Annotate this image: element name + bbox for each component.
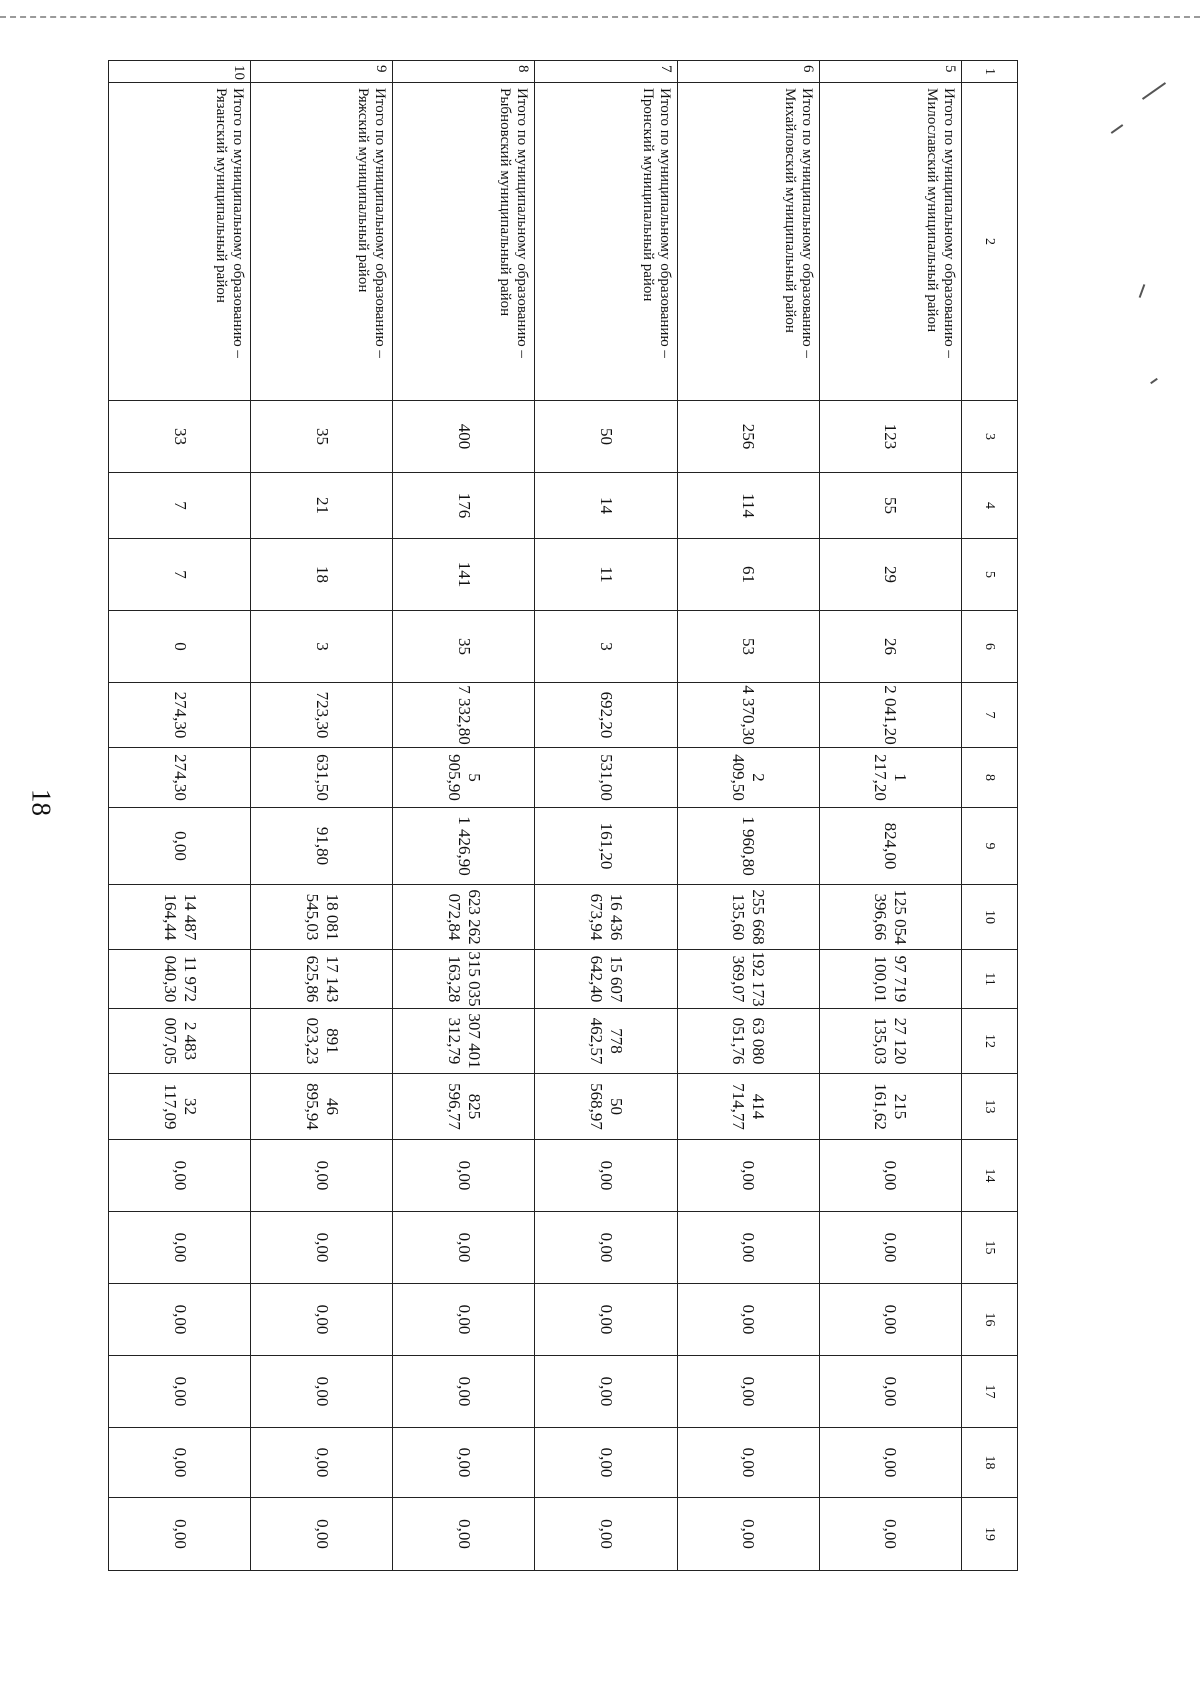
table-cell: 0,00 — [109, 1498, 251, 1571]
table-cell: 50 — [535, 401, 677, 473]
table-cell: 7 332,80 — [393, 683, 535, 748]
table-cell: 0,00 — [677, 1284, 819, 1356]
municipality-name: Итого по муниципальному образованию – Ряжский муниципальный район — [251, 83, 393, 401]
column-number: 8 — [961, 748, 1017, 808]
table-cell: 17 143 625,86 — [251, 950, 393, 1009]
table-cell: 1 426,90 — [393, 808, 535, 885]
table-cell: 0,00 — [819, 1428, 961, 1498]
table-cell: 2 041,20 — [819, 683, 961, 748]
table-cell: 55 — [819, 473, 961, 539]
table-cell: 0,00 — [677, 1356, 819, 1428]
table-cell: 891 023,23 — [251, 1009, 393, 1074]
table-cell: 256 — [677, 401, 819, 473]
municipality-name: Итого по муниципальному образованию – Рязанский муниципальный район — [109, 83, 251, 401]
table-cell: 21 — [251, 473, 393, 539]
table-cell: 192 173 369,07 — [677, 950, 819, 1009]
table-cell: 0,00 — [109, 1428, 251, 1498]
table-cell: 161,20 — [535, 808, 677, 885]
table-cell: 11 — [535, 539, 677, 611]
table-row — [535, 61, 677, 1571]
scan-edge-line — [0, 16, 1200, 18]
table-cell: 0,00 — [393, 1212, 535, 1284]
column-number: 17 — [961, 1356, 1017, 1428]
table-cell: 0,00 — [535, 1284, 677, 1356]
table-row — [677, 61, 819, 1571]
table-cell: 0,00 — [677, 1428, 819, 1498]
table-cell: 307 401 312,79 — [393, 1009, 535, 1074]
table-row — [109, 61, 251, 1571]
table-cell: 0,00 — [535, 1428, 677, 1498]
table-cell: 2 409,50 — [677, 748, 819, 808]
table-cell: 623 262 072,84 — [393, 885, 535, 950]
municipal-summary-table — [108, 60, 1018, 1571]
table-cell: 631,50 — [251, 748, 393, 808]
municipality-name: Итого по муниципальному образованию – Пронский муниципальный район — [535, 83, 677, 401]
table-cell: 0,00 — [677, 1140, 819, 1212]
table-cell: 0,00 — [535, 1356, 677, 1428]
column-number: 14 — [961, 1140, 1017, 1212]
data-table-frame — [108, 60, 1018, 1570]
column-number: 2 — [961, 83, 1017, 401]
table-cell: 0,00 — [393, 1284, 535, 1356]
pen-mark — [1150, 378, 1158, 384]
table-cell: 0,00 — [393, 1356, 535, 1428]
table-cell: 35 — [393, 611, 535, 683]
table-cell: 315 035 163,28 — [393, 950, 535, 1009]
table-cell: 32 117,09 — [109, 1074, 251, 1140]
column-number: 9 — [961, 808, 1017, 885]
municipality-name: Итого по муниципальному образованию – Милославский муниципальный район — [819, 83, 961, 401]
table-cell: 15 607 642,40 — [535, 950, 677, 1009]
table-cell: 0,00 — [109, 1212, 251, 1284]
column-number: 3 — [961, 401, 1017, 473]
column-number: 1 — [961, 61, 1017, 83]
table-cell: 2 483 007,05 — [109, 1009, 251, 1074]
pen-mark — [1139, 284, 1146, 298]
table-cell: 400 — [393, 401, 535, 473]
column-number: 16 — [961, 1284, 1017, 1356]
row-number: 6 — [677, 61, 819, 83]
table-cell: 14 — [535, 473, 677, 539]
table-cell: 0,00 — [819, 1498, 961, 1571]
table-cell: 176 — [393, 473, 535, 539]
column-number: 11 — [961, 950, 1017, 1009]
column-number: 5 — [961, 539, 1017, 611]
column-number: 18 — [961, 1428, 1017, 1498]
table-cell: 7 — [109, 539, 251, 611]
column-number: 13 — [961, 1074, 1017, 1140]
table-cell: 0,00 — [535, 1212, 677, 1284]
table-cell: 0,00 — [109, 1140, 251, 1212]
table-cell: 0,00 — [535, 1498, 677, 1571]
table-cell: 0,00 — [251, 1498, 393, 1571]
table-cell: 18 — [251, 539, 393, 611]
table-cell: 825 596,77 — [393, 1074, 535, 1140]
table-cell: 35 — [251, 401, 393, 473]
table-cell: 29 — [819, 539, 961, 611]
municipality-name: Итого по муниципальному образованию – Рыбновский муниципальный район — [393, 83, 535, 401]
table-cell: 53 — [677, 611, 819, 683]
table-cell: 14 487 164,44 — [109, 885, 251, 950]
table-cell: 26 — [819, 611, 961, 683]
table-cell: 0,00 — [109, 1356, 251, 1428]
table-cell: 97 719 100,01 — [819, 950, 961, 1009]
table-cell: 0 — [109, 611, 251, 683]
table-cell: 5 905,90 — [393, 748, 535, 808]
table-cell: 414 714,77 — [677, 1074, 819, 1140]
column-number: 19 — [961, 1498, 1017, 1571]
municipality-name: Итого по муниципальному образованию – Михайловский муниципальный район — [677, 83, 819, 401]
table-cell: 0,00 — [819, 1212, 961, 1284]
table-cell: 1 217,20 — [819, 748, 961, 808]
column-number: 10 — [961, 885, 1017, 950]
table-cell: 27 120 135,03 — [819, 1009, 961, 1074]
table-cell: 61 — [677, 539, 819, 611]
page-number: 18 — [26, 789, 57, 816]
column-number: 6 — [961, 611, 1017, 683]
table-cell: 63 080 051,76 — [677, 1009, 819, 1074]
table-cell: 0,00 — [251, 1212, 393, 1284]
table-cell: 0,00 — [109, 1284, 251, 1356]
table-cell: 33 — [109, 401, 251, 473]
table-cell: 0,00 — [109, 808, 251, 885]
table-cell: 0,00 — [819, 1140, 961, 1212]
table-cell: 114 — [677, 473, 819, 539]
pen-mark — [1142, 82, 1166, 100]
row-number: 10 — [109, 61, 251, 83]
column-number: 12 — [961, 1009, 1017, 1074]
table-row — [251, 61, 393, 1571]
table-cell: 692,20 — [535, 683, 677, 748]
column-number-row — [961, 61, 1017, 1571]
table-cell: 0,00 — [393, 1498, 535, 1571]
table-cell: 7 — [109, 473, 251, 539]
table-cell: 0,00 — [677, 1498, 819, 1571]
table-cell: 4 370,30 — [677, 683, 819, 748]
row-number: 9 — [251, 61, 393, 83]
table-cell: 0,00 — [677, 1212, 819, 1284]
pen-mark — [1111, 124, 1124, 134]
table-cell: 16 436 673,94 — [535, 885, 677, 950]
table-cell: 11 972 040,30 — [109, 950, 251, 1009]
table-cell: 46 895,94 — [251, 1074, 393, 1140]
table-cell: 0,00 — [393, 1140, 535, 1212]
table-cell: 274,30 — [109, 748, 251, 808]
table-cell: 778 462,57 — [535, 1009, 677, 1074]
row-number: 5 — [819, 61, 961, 83]
table-cell: 0,00 — [819, 1284, 961, 1356]
table-cell: 0,00 — [819, 1356, 961, 1428]
table-cell: 723,30 — [251, 683, 393, 748]
table-cell: 50 568,97 — [535, 1074, 677, 1140]
table-cell: 824,00 — [819, 808, 961, 885]
table-row — [819, 61, 961, 1571]
table-cell: 91,80 — [251, 808, 393, 885]
table-cell: 123 — [819, 401, 961, 473]
table-row — [393, 61, 535, 1571]
column-number: 15 — [961, 1212, 1017, 1284]
table-cell: 255 668 135,60 — [677, 885, 819, 950]
table-cell: 0,00 — [251, 1428, 393, 1498]
table-cell: 125 054 396,66 — [819, 885, 961, 950]
table-cell: 531,00 — [535, 748, 677, 808]
table-cell: 0,00 — [393, 1428, 535, 1498]
row-number: 7 — [535, 61, 677, 83]
table-cell: 215 161,62 — [819, 1074, 961, 1140]
table-cell: 1 960,80 — [677, 808, 819, 885]
rotated-table-wrapper — [108, 60, 1018, 1570]
row-number: 8 — [393, 61, 535, 83]
table-cell: 274,30 — [109, 683, 251, 748]
table-cell: 0,00 — [251, 1140, 393, 1212]
table-cell: 3 — [251, 611, 393, 683]
table-cell: 141 — [393, 539, 535, 611]
table-cell: 0,00 — [251, 1356, 393, 1428]
table-cell: 0,00 — [535, 1140, 677, 1212]
column-number: 7 — [961, 683, 1017, 748]
table-cell: 3 — [535, 611, 677, 683]
column-number: 4 — [961, 473, 1017, 539]
table-cell: 0,00 — [251, 1284, 393, 1356]
table-cell: 18 081 545,03 — [251, 885, 393, 950]
